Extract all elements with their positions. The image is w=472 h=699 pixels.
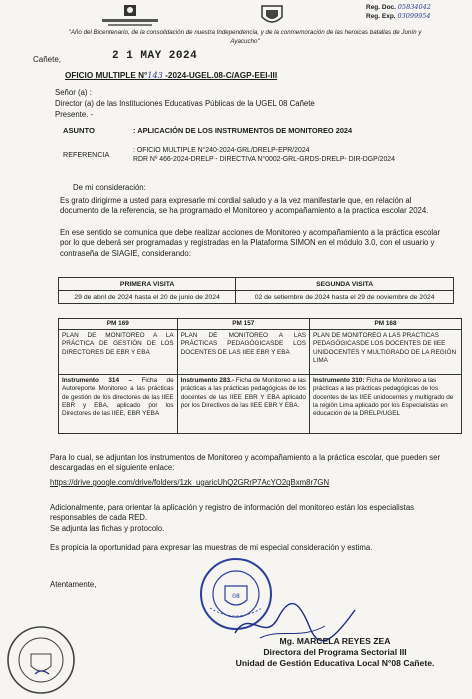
svg-text:08: 08	[232, 593, 240, 600]
region-shield-icon	[258, 3, 286, 27]
signatory-block: Mg. MARCELA REYES ZEA Directora del Programa Sectorial III Unidad de Gestión Educativa Local N°08 Cañete.	[235, 636, 435, 668]
document-number: OFICIO MULTIPLE N°143 -2024-UGEL.08-C/AGP-EEI-III	[65, 70, 278, 80]
paragraph-instruments: Para lo cual, se adjuntan los instrumentos de Monitoreo y acompañamiento a la práctica escolar, que pueden ser descargadas en el siguiente enlace:	[50, 453, 441, 473]
date-stamp: 2 1 MAY 2024	[112, 50, 198, 62]
visit-header-1: PRIMERA VISITA	[59, 278, 236, 291]
visit-header-2: SEGUNDA VISITA	[236, 278, 454, 291]
closing: Atentamente,	[50, 580, 97, 589]
paragraph-additional: Adicionalmente, para orientar la aplicación y registro de información del monitoreo están los especialistas responsables de cada RED. Se adjunta las fichas y protocolo. Es propicia la oportunidad para expresar las muestras de mi especial consideración y estima.	[50, 503, 415, 553]
plan-header-2: PM 157	[177, 319, 309, 330]
plans-table	[58, 318, 462, 434]
subject-value: : APLICACIÓN DE LOS INSTRUMENTOS DE MONITOREO 2024	[133, 126, 353, 135]
recipient-block: Señor (a) : Director (a) de las Instituciones Educativas Públicas de la UGEL 08 Cañete Presente. -	[55, 88, 315, 119]
visits-table	[58, 277, 454, 304]
year-motto: "Año del Bicentenario, de la consolidación de nuestra Independencia, y de la conmemoración de las heroicas batallas de Junín y Ayacucho"	[68, 29, 422, 45]
plan-instrument-3: Instrumento 310: Ficha de Monitoreo a las prácticas a las prácticas pedagógicas de los docentes de las IIEE unidocentes y multigrado de la región Lima aplicado por los Especialistas en educación de la DRELP/UGEL	[309, 375, 461, 434]
paragraph-intro: Es grato dirigirme a usted para expresarle mi cordial saludo y a la vez manifestarle que, en relación al documento de la referencia, se ha programado el Monitoreo y acompañamiento a la practica escolar 2024.	[60, 196, 429, 216]
reference-value: : OFICIO MULTIPLE N°240-2024-GRL/DRELP-EPR/2024 RDR Nº 466-2024-DRELP - DIRECTIVA N°0002-GRL-GRDS-DRELP- DIR-DGP/2024	[133, 147, 395, 163]
registry-block: Reg. Doc. 05834042 Reg. Exp. 03099954	[366, 3, 431, 20]
plan-instrument-2: Instrumento 283.- Ficha de Monitoreo a las prácticas a las prácticas pedagógicas de los docentes de las IIEE EBR Y EBA aplicado por los Directivos de las IIEE EBR Y EBA.	[177, 375, 309, 434]
plan-description-2: PLAN DE MONITOREO A LAS PRÁCTICAS PEDAGÓGICASDE LOS DOCENTES DE LAS IIEE EBR Y EBA	[177, 330, 309, 375]
drive-link[interactable]: https://drive.google.com/drive/folders/1zk_ugaricUhQ2GRrP7AcYO2qBxm8r7GN	[50, 478, 330, 487]
plan-instrument-1: Instrumento 314 – Ficha de Autoreporte Monitoreo a las prácticas de gestión de los directores de las IIEE EBR y EBA, aplicado por los Directores de las IIEE, EBR YEBA	[59, 375, 178, 434]
place: Cañete,	[33, 55, 62, 64]
subject-label: ASUNTO	[63, 126, 95, 135]
entry-seal-icon	[5, 624, 77, 696]
reference-label: REFERENCIA	[63, 150, 110, 159]
paragraph-details: En ese sentido se comunica que debe realizar acciones de Monitoreo y acompañamiento a la práctica escolar por lo que deberá ser programadas y registradas en la Plataforma SIMON en el módulo 3.0, con el usuario y contraseña de SIAGIE, considerando:	[60, 228, 441, 258]
visit-period-1: 29 de abril de 2024 hasta el 20 de junio de 2024	[59, 291, 236, 304]
visit-period-2: 02 de setiembre de 2024 hasta el 29 de noviembre de 2024	[236, 291, 454, 304]
plan-header-1: PM 169	[59, 319, 178, 330]
plan-description-1: PLAN DE MONITOREO A LA PRÁCTICA DE GESTIÓN DE LOS DIRECTORES DE EBR Y EBA	[59, 330, 178, 375]
ministry-logo-icon	[100, 4, 160, 30]
salutation: De mi consideración:	[73, 183, 146, 192]
plan-description-3: PLAN DE MONITOREO A LAS PRACTICAS PEDAGÓGICASDE LOS DOCENTES DE IIEE UNIDOCENTES Y MULTIGRADO DE LA REGIÓN LIMA	[309, 330, 461, 375]
plan-header-3: PM 168	[309, 319, 461, 330]
